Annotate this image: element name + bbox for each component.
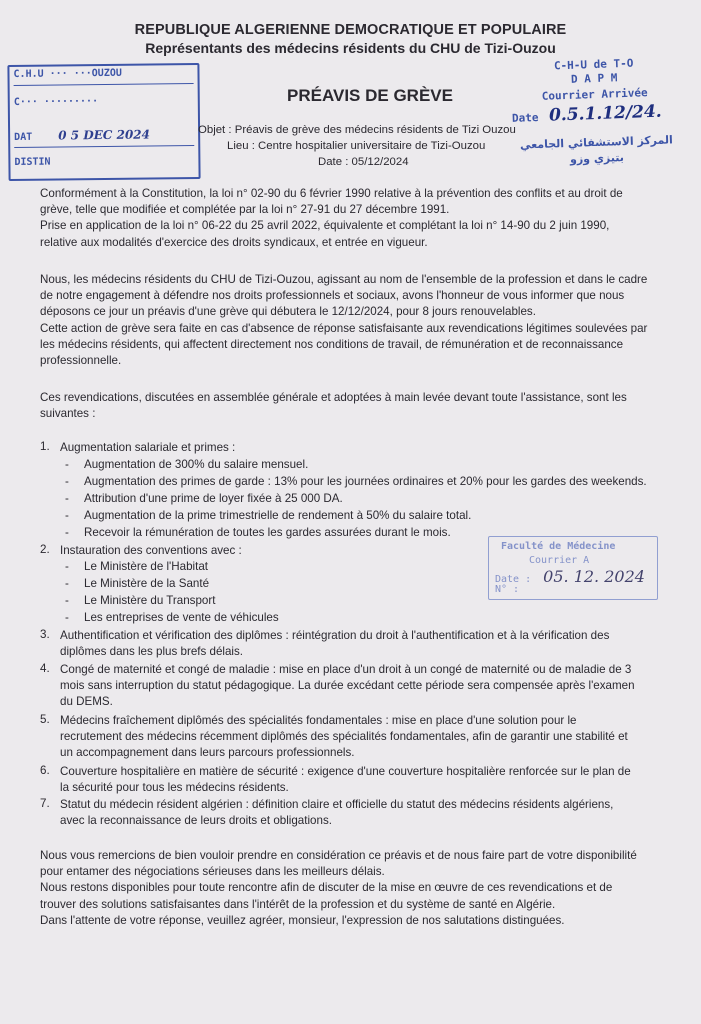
item-line: diplômes dans les plus brefs délais. — [60, 645, 244, 659]
item-line: avec la reconnaissance de leurs droits et obligations. — [60, 814, 332, 828]
closing-line: Dans l'attente de votre réponse, veuillez agréer, monsieur, l'expression de nos salutations distinguées. — [40, 913, 565, 927]
item-number: 7. — [40, 797, 50, 810]
stamp-mid-date-label: Date : — [495, 574, 532, 585]
item-number: 3. — [40, 628, 50, 641]
closing-line: trouver des solutions satisfaisantes dans l'intérêt de la profession et du système de santé en Algérie. — [40, 897, 556, 911]
item-line: du DEMS. — [60, 695, 113, 709]
item-number: 2. — [40, 543, 50, 556]
item-5-text — [60, 713, 628, 762]
dash: - — [65, 509, 69, 522]
dash: - — [65, 475, 69, 488]
item-3-text — [60, 628, 609, 660]
stamp-mid-date-value: 05. 12. 2024 — [543, 567, 645, 586]
sub-item: Augmentation de 300% du salaire mensuel. — [84, 458, 309, 471]
dash: - — [65, 492, 69, 505]
chu-reception-stamp — [7, 63, 200, 181]
para-line: Cette action de grève sera faite en cas d'absence de réponse satisfaisante aux revendications légitimes soulevées par — [40, 321, 648, 335]
item-line: Statut du médecin résident algérien : définition claire et officielle du statut des médecins résidents algériens, — [60, 798, 614, 811]
closing-line: pour entamer des négociations sérieuses dans les meilleurs délais. — [40, 865, 385, 879]
sub-item: Le Ministère de l'Habitat — [84, 560, 209, 573]
stamp-mid-line2: Courrier A — [529, 555, 590, 566]
stamp-right-date — [512, 101, 688, 127]
sub-item: Augmentation de la prime trimestrielle de rendement à 50% du salaire total. — [84, 509, 472, 522]
item-line: Couverture hospitalière en matière de sécurité : exigence d'une couverture hospitalière renforcée sur le plan de — [60, 765, 631, 778]
stamp-right-arabic1: المركز الاستشفائي الجامعي — [519, 133, 674, 152]
header-representatives: Représentants des médecins résidents du CHU de Tizi-Ouzou — [145, 40, 556, 56]
intro-line: relative aux modalités d'exercice des droits syndicaux, et entrée en vigueur. — [40, 235, 428, 249]
document-title: PRÉAVIS DE GRÈVE — [287, 86, 453, 105]
para-line: suivantes : — [40, 407, 96, 421]
closing-line: Nous vous remercions de bien vouloir prendre en considération ce préavis et de nous faire part de votre disponibilité — [40, 849, 637, 862]
sub-item: Le Ministère du Transport — [84, 594, 216, 607]
closing-line: Nous restons disponibles pour toute rencontre afin de discuter de la mise en œuvre de ces revendications et de — [40, 881, 613, 895]
dash: - — [65, 458, 69, 471]
stamp-right-arabic2: بتيزي وزو — [569, 151, 625, 166]
stamp-left-divider — [14, 83, 194, 86]
sub-item: Attribution d'une prime de loyer fixée à 25 000 DA. — [84, 492, 343, 505]
intro-paragraph — [40, 186, 680, 251]
header-republic: REPUBLIQUE ALGERIENNE DEMOCRATIQUE ET POPULAIRE — [134, 22, 567, 38]
item-number: 6. — [40, 764, 50, 777]
item-line: recrutement des médecins récemment diplômés des spécialités fondamentales, afin de garantir une stabilité et — [60, 730, 628, 744]
stamp-mid-num: N° : — [495, 584, 520, 595]
faculty-courrier-stamp — [488, 536, 658, 600]
stamp-left-line1: C.H.U ··· ···OUZOU — [13, 67, 122, 80]
stamp-right-line3: Courrier Arrivée — [541, 86, 648, 103]
item-line: Congé de maternité et congé de maladie : mise en place d'un droit à un congé de maternité ou de maladie de 3 — [60, 663, 632, 676]
location-line: Lieu : Centre hospitalier universitaire de Tizi-Ouzou — [227, 140, 486, 152]
subject-line: Objet : Préavis de grève des médecins résidents de Tizi Ouzou — [198, 124, 516, 136]
dash: - — [65, 594, 69, 607]
item-line: un accompagnement dans leurs parcours professionnels. — [60, 746, 355, 760]
para-line: professionnelle. — [40, 354, 122, 368]
stamp-left-divider2 — [14, 145, 194, 148]
stamp-left-date-label: DAT — [14, 131, 33, 143]
item-line: la sécurité pour tous les médecins résidents. — [60, 781, 289, 795]
intro-line: Conformément à la Constitution, la loi n° 02-90 du 6 février 1990 relative à la prévention des conflits et au droit de — [40, 187, 623, 200]
date-line: Date : 05/12/2024 — [318, 156, 409, 168]
item-number: 4. — [40, 662, 50, 675]
sub-item: Les entreprises de vente de véhicules — [84, 611, 279, 624]
para-line: Nous, les médecins résidents du CHU de Tizi-Ouzou, agissant au nom de l'ensemble de la profession et dans le cadre — [40, 273, 648, 286]
para-line: de notre engagement à défendre nos droits professionnels et sociaux, avons l'honneur de vous informer que nous — [40, 289, 625, 303]
sub-item: Augmentation des primes de garde : 13% pour les journées ordinaires et 20% pour les gardes des weekends. — [84, 475, 647, 488]
item-line: Authentification et vérification des diplômes : réintégration du droit à l'authentification et à la vérification des — [60, 629, 610, 642]
sub-item: Le Ministère de la Santé — [84, 577, 210, 590]
item-number: 1. — [40, 440, 50, 453]
intro-line: grève, telle que modifiée et complétée par la loi n° 27-91 du 27 décembre 1991. — [40, 203, 450, 217]
sub-item: Recevoir la rémunération de toutes les gardes assurées durant le mois. — [84, 526, 451, 539]
item-7-text — [60, 797, 613, 829]
item-line: Médecins fraîchement diplômés des spécialités fondamentales : mise en place d'une solution pour le — [60, 714, 577, 727]
stamp-left-distr: DISTIN — [14, 156, 51, 168]
stamp-left-date-value: 0 5 DEC 2024 — [58, 127, 151, 143]
demands-intro-paragraph — [40, 390, 680, 422]
para-line: Ces revendications, discutées en assemblée générale et adoptées à main levée devant toute l'assistance, sont les — [40, 391, 627, 404]
stamp-mid-line1: Faculté de Médecine — [501, 541, 616, 552]
item-6-text — [60, 764, 631, 796]
stamp-right-date-value: 0.5.1.12/24. — [548, 101, 663, 126]
dapm-courrier-stamp — [506, 55, 685, 179]
dash: - — [65, 526, 69, 539]
closing-paragraph — [40, 848, 680, 929]
item-line: mois sans interruption du statut pédagogique. La durée excédant cette période sera compensée après l'examen — [60, 679, 635, 693]
item-4-text — [60, 662, 635, 711]
item-1-title: Augmentation salariale et primes : — [60, 441, 236, 454]
item-number: 5. — [40, 713, 50, 726]
stamp-left-date — [14, 128, 150, 143]
stamp-right-line2: D A P M — [570, 71, 618, 86]
engagement-paragraph — [40, 272, 680, 369]
dash: - — [65, 560, 69, 573]
para-line: déposons ce jour un préavis d'une grève qui débutera le 12/12/2024, pour 8 jours renouvelables. — [40, 305, 536, 319]
stamp-right-date-label: Date — [511, 110, 539, 125]
dash: - — [65, 577, 69, 590]
intro-line: Prise en application de la loi n° 06-22 du 25 avril 2022, équivalente et complétant la loi n° 14-90 du 2 juin 1990, — [40, 219, 610, 233]
para-line: les médecins résidents, qui affectent directement nos conditions de travail, de rémunération et de reconnaissance — [40, 337, 624, 351]
dash: - — [65, 611, 69, 624]
stamp-right-line1: C-H-U de T-O — [553, 56, 634, 73]
stamp-left-line2: C··· ········· — [13, 96, 99, 108]
item-2-title: Instauration des conventions avec : — [60, 544, 242, 557]
